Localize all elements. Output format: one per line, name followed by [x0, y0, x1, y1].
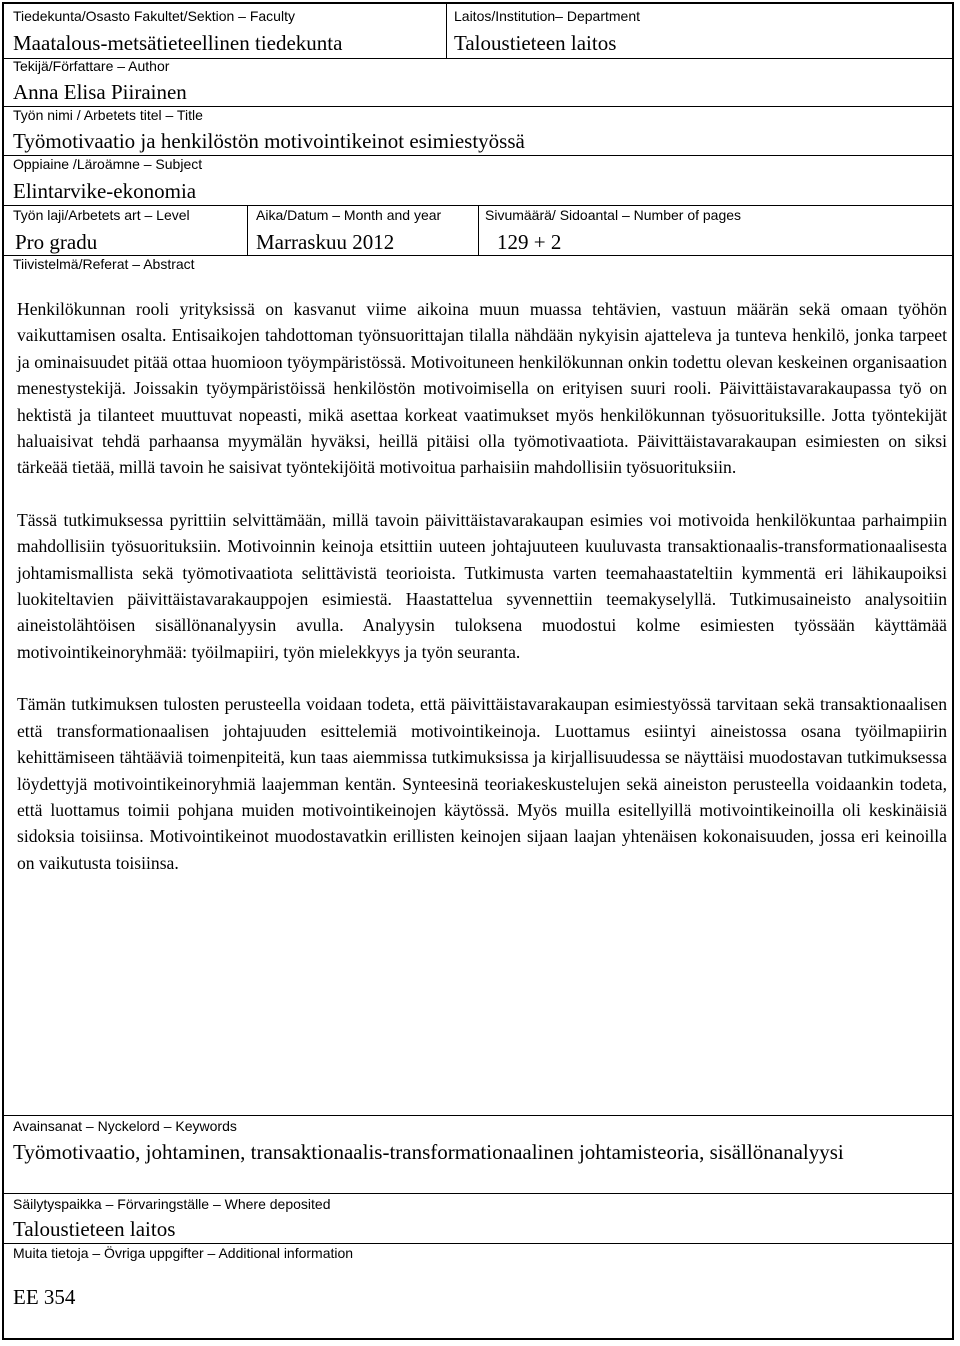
keywords-label: Avainsanat – Nyckelord – Keywords: [13, 1118, 237, 1134]
deposit-bottom-border: [4, 1243, 952, 1244]
abstract-bottom-border: [4, 1115, 952, 1116]
date-pages-divider: [478, 205, 479, 255]
row1-divider: [446, 4, 447, 58]
deposit-value: Taloustieteen laitos: [13, 1217, 176, 1241]
keywords-bottom-border: [4, 1193, 952, 1194]
abstract-paragraph: Henkilökunnan rooli yrityksissä on kasvanut viime aikoina muun muassa tehtävien, vastuun määrän sekä omaan työhön vaikuttamisen osalta. Entisaikojen tahdottoman työnsuorittajan tilalla nähdään nykyisin ajatteleva ja tunteva henkilö, jonka tarpeet ja ominaisuudet pitää ottaa huomioon työympäristössä. Motivoituneen henkilökunnan onkin todettu olevan keskeinen organisaation menestystekijä. Joissakin työympäristöissä henkilöstön motivoimisella on erityisen suuri rooli. Päivittäistavarakaupassa työ on hektistä ja tilanteet muuttuvat nopeasti, mikä asettaa korkeat vaatimukset myös henkilökunnan työsuorituksille. Jotta työntekijät haluaisivat tehdä parhaansa myymälän hyväksi, heillä pitäisi olla työmotivaatiota. Päivittäistavarakaupan esimiesten on siksi tärkeää tietää, millä tavoin he saisivat työntekijöitä motivoitua parhaisiin mahdollisiin työsuorituksiin.: [17, 299, 947, 478]
level-label: Työn laji/Arbetets art – Level: [13, 207, 190, 223]
department-value: Taloustieteen laitos: [454, 31, 617, 55]
keywords-value: Työmotivaatio, johtaminen, transaktionaalis-transformationaalinen johtamisteoria, sisällönanalyysi: [13, 1140, 844, 1164]
pages-label: Sivumäärä/ Sidoantal – Number of pages: [485, 207, 742, 223]
date-label: Aika/Datum – Month and year: [256, 207, 442, 223]
faculty-label: Tiedekunta/Osasto Fakultet/Sektion – Faculty: [13, 8, 295, 24]
subject-value: Elintarvike-ekonomia: [13, 179, 197, 203]
abstract-paragraph: Tämän tutkimuksen tulosten perusteella voidaan todeta, että päivittäistavarakaupan esimiestyössä tarvitaan sekä transaktionaalisen että transformationaalisen johtajuuden esittelemiä motivointikeinoja. Luottamus esiintyi aineistossa osana työilmapiirin kehittämiseen tähtääviä toimenpiteitä, kun taas aiemmissa tutkimuksissa ja kirjallisuudessa se näyttäisi muodostavan tutkimuksessa löydettyjä motivointikeinoryhmiä laajemman kentän. Synteesinä teoriakeskustelujen sekä aineiston perusteella voidaankin todeta, että luottamus toimii pohjana muiden motivointikeinojen käytössä. Myös muilla esitellyillä motivointikeinoilla oli keskinäisiä sidoksia toisiinsa. Motivointikeinot muodostavatkin erillisten keinojen sijaan laajan yhtenäisen kokonaisuuden, jossa eri keinoilla on vaikutusta toisiinsa.: [17, 694, 947, 873]
title-label: Työn nimi / Arbetets titel – Title: [13, 107, 203, 123]
abstract-body: [17, 296, 947, 902]
author-label: Tekijä/Författare – Author: [13, 58, 170, 74]
faculty-value: Maatalous-metsätieteellinen tiedekunta: [13, 31, 343, 55]
level-value: Pro gradu: [15, 230, 98, 254]
info-label: Muita tietoja – Övriga uppgifter – Additional information: [13, 1245, 354, 1261]
pages-value: 129 + 2: [497, 230, 562, 254]
date-value: Marraskuu 2012: [256, 230, 395, 254]
author-value: Anna Elisa Piirainen: [13, 80, 187, 104]
department-label: Laitos/Institution– Department: [454, 8, 640, 24]
level-date-divider: [247, 205, 248, 255]
deposit-label: Säilytyspaikka – Förvaringställe – Where deposited: [13, 1196, 331, 1212]
thesis-title: Työmotivaatio ja henkilöstön motivointikeinot esimiestyössä: [13, 129, 525, 153]
subject-label: Oppiaine /Läroämne – Subject: [13, 156, 203, 172]
abstract-label: Tiivistelmä/Referat – Abstract: [13, 256, 195, 272]
info-value: EE 354: [13, 1285, 76, 1309]
abstract-paragraph: Tässä tutkimuksessa pyrittiin selvittämään, millä tavoin päivittäistavarakaupan esimies voi motivoida henkilökuntaa parhaimpiin mahdollisiin työsuorituksiin. Motivoinnin keinoja etsittiin uuteen johtajuuteen kuuluvasta transaktionaalis-transformationaalisesta johtamismallista sekä työmotivaatiota selittävistä teorioista. Tutkimusta varten teemahaastateltiin kymmentä eri lähikaupoiksi luokiteltavien päivittäistavarakauppojen esimiestä. Haastattelua syvennettiin teemakyselyllä. Tutkimusaineisto analysoitiin aineistolähtöisen sisällönanalyysin avulla. Analyysin tuloksena muodostui kolme esimiesten työssään käyttämää motivointikeinoryhmää: työilmapiiri, työn mielekkyys ja työn seuranta.: [17, 509, 947, 662]
abstract-form: [2, 2, 954, 1340]
